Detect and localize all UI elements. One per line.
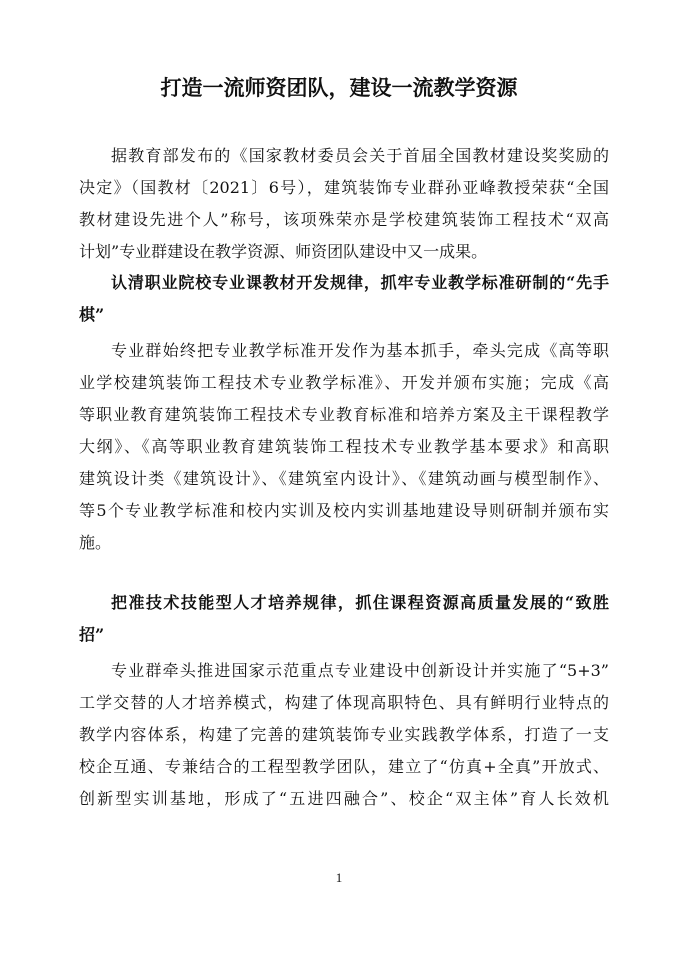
page-title: 打造一流师资团队，建设一流教学资源 [160, 75, 518, 100]
paragraph-line: 施。 [79, 533, 112, 552]
page-number: 1 [335, 870, 343, 885]
paragraph-line: 专业群牵头推进国家示范重点专业建设中创新设计并实施了“5+3” [111, 661, 609, 680]
paragraph-line: 工学交替的人才培养模式，构建了体现高职特色、具有鲜明行业特点的 [79, 693, 609, 712]
paragraph-line: 校企互通、专兼结合的工程型教学团队，建立了“仿真+全真”开放式、 [79, 757, 609, 776]
paragraph-line: 业学校建筑装饰工程技术专业教学标准》、开发并颁布实施；完成《高 [79, 373, 609, 392]
paragraph-line: 专业群始终把专业教学标准开发作为基本抓手，牵头完成《高等职 [111, 341, 609, 360]
section-2-paragraph [79, 655, 609, 815]
heading-line: 棋” [79, 305, 105, 324]
heading-line: 把准技术技能型人才培养规律，抓住课程资源高质量发展的“致胜 [111, 593, 609, 612]
paragraph-line: 教学内容体系，构建了完善的建筑装饰专业实践教学体系，打造了一支 [79, 725, 609, 744]
paragraph-line: 决定》（国教材〔2021〕6号），建筑装饰专业群孙亚峰教授荣获“全国 [79, 178, 609, 197]
section-heading-2 [79, 587, 609, 651]
section-1-paragraph [79, 335, 609, 559]
heading-line: 招” [79, 625, 105, 644]
paragraph-line: 据教育部发布的《国家教材委员会关于首届全国教材建设奖奖励的 [111, 146, 609, 165]
paragraph-line: 等5个专业教学标准和校内实训及校内实训基地建设导则研制并颁布实 [79, 501, 609, 520]
heading-line: 认清职业院校专业课教材开发规律，抓牢专业教学标准研制的“先手 [111, 273, 609, 292]
paragraph-line: 计划”专业群建设在教学资源、师资团队建设中又一成果。 [79, 242, 488, 261]
paragraph-line: 等职业教育建筑装饰工程技术专业教育标准和培养方案及主干课程教学 [79, 405, 609, 424]
paragraph-line: 大纲》、《高等职业教育建筑装饰工程技术专业教学基本要求》和高职 [79, 437, 609, 456]
paragraph-line: 创新型实训基地，形成了“五进四融合”、校企“双主体”育人长效机 [79, 789, 609, 808]
section-heading-1 [79, 267, 609, 331]
paragraph-line: 建筑设计类《建筑设计》、《建筑室内设计》、《建筑动画与模型制作》、 [79, 469, 609, 488]
paragraph-line: 教材建设先进个人”称号，该项殊荣亦是学校建筑装饰工程技术“双高 [79, 210, 609, 229]
intro-paragraph [79, 140, 609, 268]
